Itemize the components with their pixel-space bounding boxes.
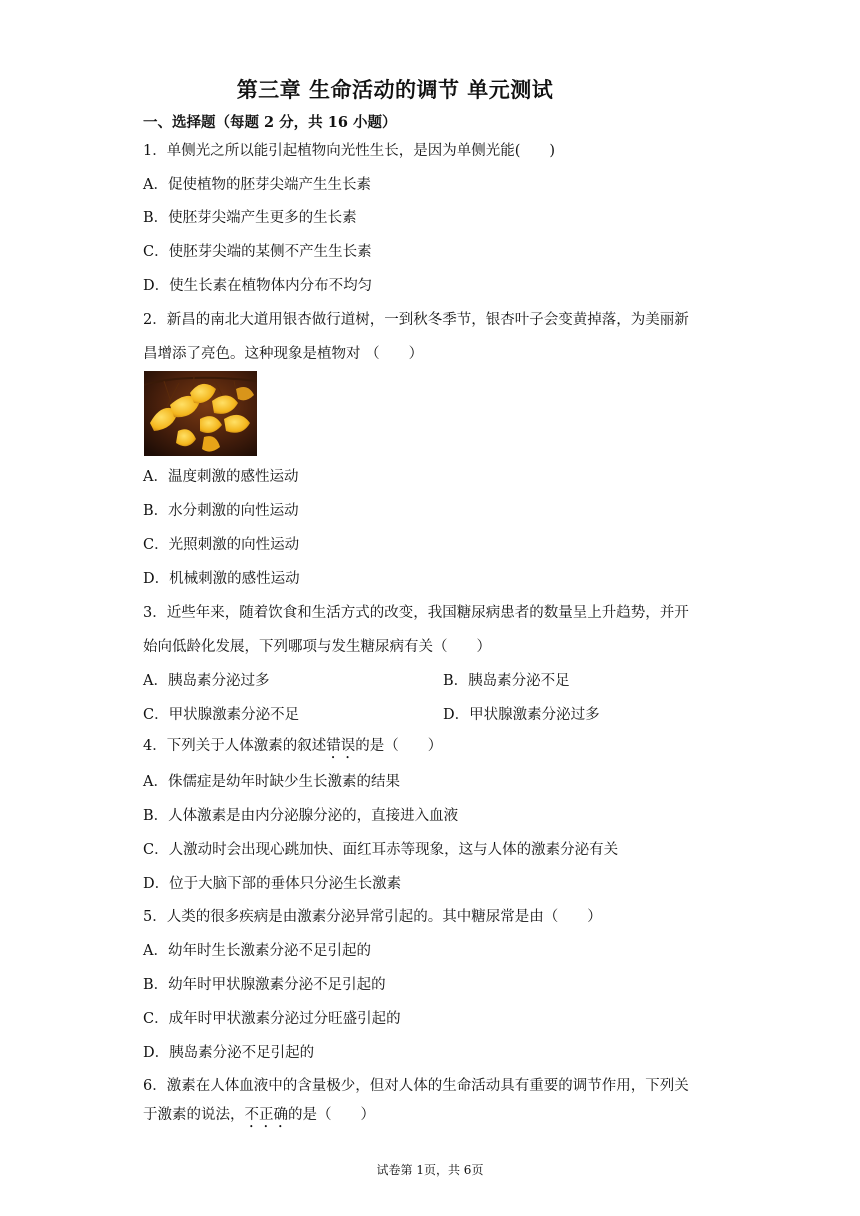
question-1-option-d: D．使生长素在植物体内分布不均匀: [143, 278, 373, 294]
question-3-option-c: C．甲状腺激素分泌不足: [143, 707, 300, 723]
question-2-option-c: C．光照刺激的向性运动: [143, 537, 300, 553]
question-3-stem-line1: 3．近些年来，随着饮食和生活方式的改变，我国糖尿病患者的数量呈上升趋势，并开: [143, 605, 689, 621]
question-1-option-b: B．使胚芽尖端产生更多的生长素: [143, 210, 357, 226]
question-5-stem: 5．人类的很多疾病是由激素分泌异常引起的。其中糖尿常是由（ ）: [143, 909, 602, 925]
question-2-option-a: A．温度刺激的感性运动: [143, 469, 299, 485]
question-4-option-b: B．人体激素是由内分泌腺分泌的，直接进入血液: [143, 808, 459, 824]
question-6-stem-line1: 6．激素在人体血液中的含量极少，但对人体的生命活动具有重要的调节作用，下列关: [143, 1078, 689, 1094]
page-footer: 试卷第 1页，共 6页: [376, 1163, 484, 1177]
question-3-stem-line2: 始向低龄化发展，下列哪项与发生糖尿病有关（ ）: [143, 639, 491, 655]
question-6-stem-text: 于激素的说法，: [143, 1107, 245, 1123]
question-4-stem-tail: 的是（ ）: [355, 738, 443, 754]
question-2-option-b: B．水分刺激的向性运动: [143, 503, 299, 519]
question-4-option-a: A．侏儒症是幼年时缺少生长激素的结果: [143, 774, 400, 790]
question-6-stem-tail: 的是（ ）: [288, 1107, 375, 1123]
question-5-option-a: A．幼年时生长激素分泌不足引起的: [143, 943, 371, 959]
question-5-option-c: C．成年时甲状激素分泌过分旺盛引起的: [143, 1011, 401, 1027]
question-3-option-d: D．甲状腺激素分泌过多: [443, 707, 600, 723]
question-1-option-a: A．促使植物的胚芽尖端产生生长素: [143, 177, 371, 193]
question-4-stem-text: 4．下列关于人体激素的叙述: [143, 738, 327, 754]
question-3-option-b: B．胰岛素分泌不足: [443, 673, 570, 689]
question-1-option-c: C．使胚芽尖端的某侧不产生生长素: [143, 244, 372, 260]
emphasized-word: 错误: [326, 738, 356, 754]
question-4-option-d: D．位于大脑下部的垂体只分泌生长激素: [143, 876, 402, 892]
question-2-stem-line1: 2．新昌的南北大道用银杏做行道树，一到秋冬季节，银杏叶子会变黄掉落，为美丽新: [143, 312, 689, 328]
question-2-option-d: D．机械刺激的感性运动: [143, 571, 300, 587]
question-5-option-d: D．胰岛素分泌不足引起的: [143, 1045, 315, 1061]
question-6-stem-line2: [143, 1105, 375, 1131]
section-heading: 一、选择题（每题 2 分，共 16 小题）: [143, 114, 397, 131]
emphasized-word: 不正确: [244, 1107, 288, 1123]
question-4-stem: [143, 736, 442, 762]
question-5-option-b: B．幼年时甲状腺激素分泌不足引起的: [143, 977, 386, 993]
page-title: 第三章 生命活动的调节 单元测试: [236, 78, 554, 102]
question-4-option-c: C．人激动时会出现心跳加快、面红耳赤等现象，这与人体的激素分泌有关: [143, 842, 619, 858]
question-2-stem-line2: 昌增添了亮色。这种现象是植物对 （ ）: [143, 346, 424, 362]
question-1-stem: 1．单侧光之所以能引起植物向光性生长，是因为单侧光能( ): [143, 143, 556, 159]
ginkgo-leaves-photo: [144, 371, 257, 456]
question-3-option-a: A．胰岛素分泌过多: [143, 673, 270, 689]
